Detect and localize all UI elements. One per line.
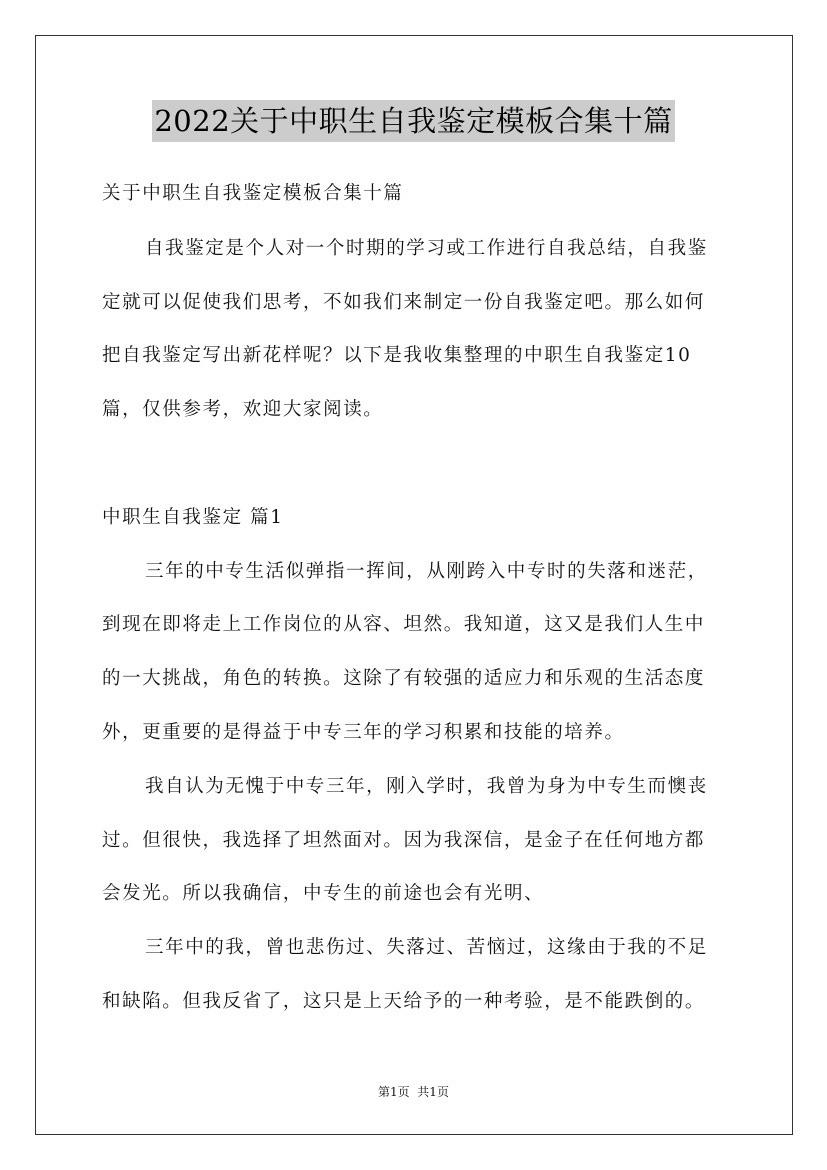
intro-line: 篇，仅供参考，欢迎大家阅读。 <box>102 399 384 420</box>
document-title: 2022关于中职生自我鉴定模板合集十篇 <box>152 100 674 142</box>
paragraph-line: 会发光。所以我确信，中专生的前途也会有光明、 <box>102 883 545 904</box>
paragraph-line: 三年的中专生活似弹指一挥间，从刚跨入中专时的失落和迷茫， <box>145 561 708 582</box>
document-subtitle: 关于中职生自我鉴定模板合集十篇 <box>102 183 404 204</box>
intro-line: 把自我鉴定写出新花样呢？以下是我收集整理的中职生自我鉴定10 <box>102 345 692 366</box>
paragraph-line: 外，更重要的是得益于中专三年的学习积累和技能的培养。 <box>102 722 625 743</box>
title-container <box>0 100 827 142</box>
paragraph-line: 过。但很快，我选择了坦然面对。因为我深信，是金子在任何地方都 <box>102 830 706 851</box>
paragraph-line: 到现在即将走上工作岗位的从容、坦然。我知道，这又是我们人生中 <box>102 614 706 635</box>
page-footer: 第1页 共1页 <box>378 1085 449 1099</box>
paragraph-line: 和缺陷。但我反省了，这只是上天给予的一种考验，是不能跌倒的。 <box>102 991 706 1012</box>
paragraph-line: 我自认为无愧于中专三年，刚入学时，我曾为身为中专生而懊丧 <box>145 776 708 797</box>
intro-line: 定就可以促使我们思考，不如我们来制定一份自我鉴定吧。那么如何 <box>102 292 706 313</box>
paragraph-line: 的一大挑战，角色的转换。这除了有较强的适应力和乐观的生活态度 <box>102 668 706 689</box>
intro-line: 自我鉴定是个人对一个时期的学习或工作进行自我总结，自我鉴 <box>145 238 708 259</box>
section-heading: 中职生自我鉴定 篇1 <box>102 507 284 528</box>
paragraph-line: 三年中的我，曾也悲伤过、失落过、苦恼过，这缘由于我的不足 <box>145 937 708 958</box>
